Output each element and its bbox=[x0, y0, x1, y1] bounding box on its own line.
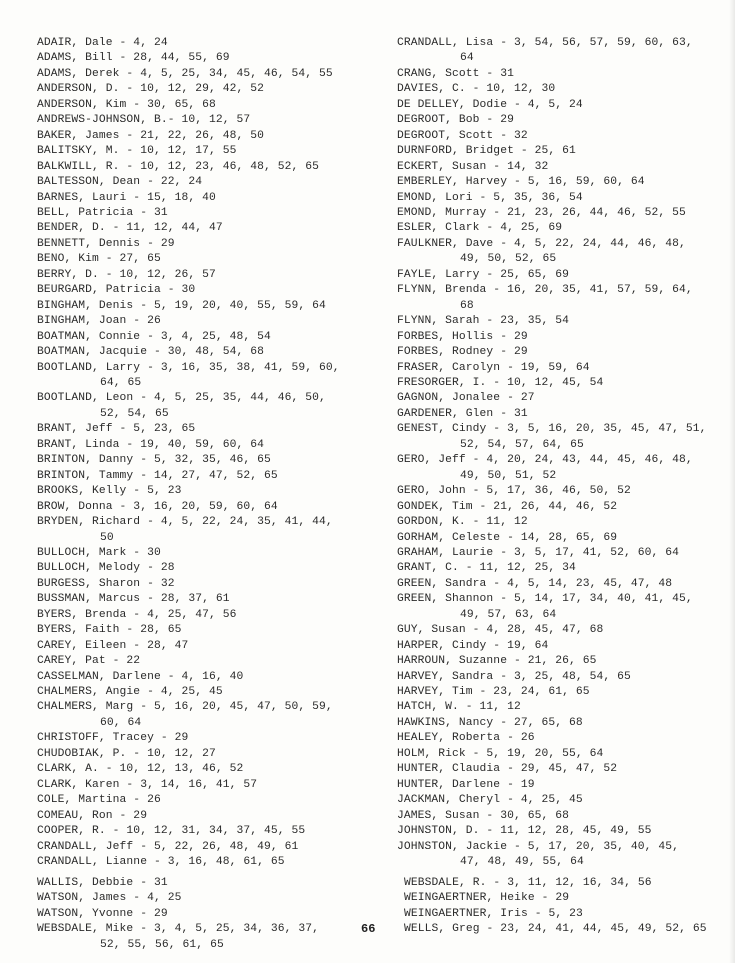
index-entry: BRINTON, Danny - 5, 32, 35, 46, 65 bbox=[37, 454, 271, 467]
index-entry: FORBES, Hollis - 29 bbox=[397, 330, 528, 343]
index-entry: JOHNSTON, D. - 11, 12, 28, 45, 49, 55 bbox=[397, 825, 652, 838]
index-entry: HUNTER, Darlene - 19 bbox=[397, 778, 535, 791]
index-entry: FRASER, Carolyn - 19, 59, 64 bbox=[397, 361, 590, 374]
index-entry: GREEN, Shannon - 5, 14, 17, 34, 40, 41, 45, 49, 57, 63, 64 bbox=[397, 593, 693, 621]
index-entry: WATSON, James - 4, 25 bbox=[37, 892, 182, 905]
index-entry: BALKWILL, R. - 10, 12, 23, 46, 48, 52, 65 bbox=[37, 160, 320, 173]
index-entry: BULLOCH, Mark - 30 bbox=[37, 546, 161, 559]
index-entry: GAGNON, Jonalee - 27 bbox=[397, 392, 535, 405]
index-entry: BINGHAM, Denis - 5, 19, 20, 40, 55, 59, 64 bbox=[37, 299, 326, 312]
index-entry: BAKER, James - 21, 22, 26, 48, 50 bbox=[37, 129, 265, 142]
index-entry: GRANT, C. - 11, 12, 25, 34 bbox=[397, 562, 576, 575]
index-entry: DURNFORD, Bridget - 25, 61 bbox=[397, 145, 576, 158]
index-entry: CHALMERS, Marg - 5, 16, 20, 45, 47, 50, 59, 60, 64 bbox=[37, 701, 333, 729]
index-entry: HEALEY, Roberta - 26 bbox=[397, 732, 535, 745]
index-entry: JACKMAN, Cheryl - 4, 25, 45 bbox=[397, 794, 583, 807]
index-entry: BROOKS, Kelly - 5, 23 bbox=[37, 485, 182, 498]
index-entry: HARVEY, Sandra - 3, 25, 48, 54, 65 bbox=[397, 670, 631, 683]
index-entry: GERO, John - 5, 17, 36, 46, 50, 52 bbox=[397, 485, 631, 498]
index-entry: BOATMAN, Connie - 3, 4, 25, 48, 54 bbox=[37, 330, 271, 343]
index-entry: HOLM, Rick - 5, 19, 20, 55, 64 bbox=[397, 747, 604, 760]
index-entry: BALTESSON, Dean - 22, 24 bbox=[37, 176, 203, 189]
index-entry: BOOTLAND, Larry - 3, 16, 35, 38, 41, 59, 60, 64, 65 bbox=[37, 361, 340, 389]
index-entry: CHALMERS, Angie - 4, 25, 45 bbox=[37, 686, 223, 699]
page-number: 66 bbox=[361, 922, 376, 936]
left-index-column bbox=[37, 36, 382, 870]
index-entry: FAULKNER, Dave - 4, 5, 22, 24, 44, 46, 48, 49, 50, 52, 65 bbox=[397, 237, 686, 266]
index-entry: WEBSDALE, R. - 3, 11, 12, 16, 34, 56 bbox=[404, 877, 652, 889]
index-entry: WELLS, Greg - 23, 24, 41, 44, 45, 49, 52, 65 bbox=[404, 923, 707, 936]
index-entry: BEURGARD, Patricia - 30 bbox=[37, 284, 196, 297]
index-entry: CAREY, Eileen - 28, 47 bbox=[37, 639, 189, 652]
index-entry: ADAMS, Bill - 28, 44, 55, 69 bbox=[37, 52, 230, 65]
index-entry: DE DELLEY, Dodie - 4, 5, 24 bbox=[397, 98, 583, 111]
index-entry: ADAIR, Dale - 4, 24 bbox=[37, 37, 168, 49]
index-entry: DEGROOT, Scott - 32 bbox=[397, 129, 528, 142]
index-entry: BARNES, Lauri - 15, 18, 40 bbox=[37, 191, 216, 204]
right-index-column bbox=[397, 36, 735, 870]
index-entry: BOATMAN, Jacquie - 30, 48, 54, 68 bbox=[37, 346, 265, 359]
index-entry: COMEAU, Ron - 29 bbox=[37, 809, 148, 822]
index-entry: BOOTLAND, Leon - 4, 5, 25, 35, 44, 46, 50, 52, 54, 65 bbox=[37, 392, 326, 420]
index-entry: EMBERLEY, Harvey - 5, 16, 59, 60, 64 bbox=[397, 176, 645, 189]
index-entry: FLYNN, Brenda - 16, 20, 35, 41, 57, 59, 64, 68 bbox=[397, 284, 693, 312]
index-entry: BUSSMAN, Marcus - 28, 37, 61 bbox=[37, 593, 230, 606]
index-entry: COLE, Martina - 26 bbox=[37, 794, 161, 807]
index-entry: FORBES, Rodney - 29 bbox=[397, 346, 528, 359]
index-entry: COOPER, R. - 10, 12, 31, 34, 37, 45, 55 bbox=[37, 825, 306, 838]
index-entry: CAREY, Pat - 22 bbox=[37, 655, 141, 668]
index-entry: WATSON, Yvonne - 29 bbox=[37, 907, 168, 920]
index-entry: BELL, Patricia - 31 bbox=[37, 206, 168, 219]
index-entry: WEBSDALE, Mike - 3, 4, 5, 25, 34, 36, 37, 52, 55, 56, 61, 65 bbox=[37, 923, 320, 951]
index-entry: GARDENER, Glen - 31 bbox=[397, 407, 528, 420]
index-entry: HATCH, W. - 11, 12 bbox=[397, 701, 521, 714]
index-entry: CRANG, Scott - 31 bbox=[397, 67, 514, 80]
index-entry: HARPER, Cindy - 19, 64 bbox=[397, 639, 549, 652]
index-entry: BENO, Kim - 27, 65 bbox=[37, 253, 161, 266]
index-entry: JOHNSTON, Jackie - 5, 17, 20, 35, 40, 45, 47, 48, 49, 55, 64 bbox=[397, 840, 680, 869]
index-entry: EMOND, Murray - 21, 23, 26, 44, 46, 52, 55 bbox=[397, 206, 686, 219]
index-entry: WALLIS, Debbie - 31 bbox=[37, 877, 168, 889]
index-entry: BYERS, Faith - 28, 65 bbox=[37, 624, 182, 637]
page-edge-shadow bbox=[729, 0, 735, 963]
index-entry: BULLOCH, Melody - 28 bbox=[37, 562, 175, 575]
index-entry: CRANDALL, Jeff - 5, 22, 26, 48, 49, 61 bbox=[37, 840, 299, 853]
index-entry: BERRY, D. - 10, 12, 26, 57 bbox=[37, 268, 216, 281]
index-entry: CASSELMAN, Darlene - 4, 16, 40 bbox=[37, 670, 244, 683]
index-entry: GONDEK, Tim - 21, 26, 44, 46, 52 bbox=[397, 500, 618, 513]
index-entry: BENDER, D. - 11, 12, 44, 47 bbox=[37, 222, 223, 235]
index-entry: HARROUN, Suzanne - 21, 26, 65 bbox=[397, 655, 597, 668]
index-entry: CHRISTOFF, Tracey - 29 bbox=[37, 732, 189, 745]
index-entry: CLARK, Karen - 3, 14, 16, 41, 57 bbox=[37, 778, 258, 791]
index-entry: HAWKINS, Nancy - 27, 65, 68 bbox=[397, 716, 583, 729]
index-entry: FAYLE, Larry - 25, 65, 69 bbox=[397, 268, 569, 281]
index-entry: ANDERSON, Kim - 30, 65, 68 bbox=[37, 98, 216, 111]
index-entry: ESLER, Clark - 4, 25, 69 bbox=[397, 222, 563, 235]
index-entry: BURGESS, Sharon - 32 bbox=[37, 577, 175, 590]
index-entry: CRANDALL, Lianne - 3, 16, 48, 61, 65 bbox=[37, 856, 285, 869]
index-entry: BYERS, Brenda - 4, 25, 47, 56 bbox=[37, 608, 237, 621]
index-entry: GREEN, Sandra - 4, 5, 14, 23, 45, 47, 48 bbox=[397, 577, 673, 590]
index-entry: ANDERSON, D. - 10, 12, 29, 42, 52 bbox=[37, 83, 265, 96]
index-entry: BENNETT, Dennis - 29 bbox=[37, 237, 175, 250]
index-entry: BROW, Donna - 3, 16, 20, 59, 60, 64 bbox=[37, 500, 278, 513]
index-entry: FLYNN, Sarah - 23, 35, 54 bbox=[397, 315, 569, 328]
index-entry: BRANT, Jeff - 5, 23, 65 bbox=[37, 423, 196, 436]
index-entry: BRANT, Linda - 19, 40, 59, 60, 64 bbox=[37, 438, 265, 451]
index-entry: BINGHAM, Joan - 26 bbox=[37, 315, 161, 328]
index-entry: GERO, Jeff - 4, 20, 24, 43, 44, 45, 46, 48, 49, 50, 51, 52 bbox=[397, 454, 693, 482]
index-entry: ADAMS, Derek - 4, 5, 25, 34, 45, 46, 54, 55 bbox=[37, 67, 333, 80]
index-entry: BALITSKY, M. - 10, 12, 17, 55 bbox=[37, 145, 237, 158]
index-entry: BRYDEN, Richard - 4, 5, 22, 24, 35, 41, 44, 50 bbox=[37, 516, 333, 544]
index-entry: EMOND, Lori - 5, 35, 36, 54 bbox=[397, 191, 583, 204]
index-entry: CHUDOBIAK, P. - 10, 12, 27 bbox=[37, 747, 216, 760]
index-entry: GENEST, Cindy - 3, 5, 16, 20, 35, 45, 47, 51, 52, 54, 57, 64, 65 bbox=[397, 423, 707, 451]
index-entry: BRINTON, Tammy - 14, 27, 47, 52, 65 bbox=[37, 469, 278, 482]
index-entry: HARVEY, Tim - 23, 24, 61, 65 bbox=[397, 686, 590, 699]
index-entry: CLARK, A. - 10, 12, 13, 46, 52 bbox=[37, 763, 244, 776]
index-entry: JAMES, Susan - 30, 65, 68 bbox=[397, 809, 569, 822]
index-entry: WEINGAERTNER, Iris - 5, 23 bbox=[404, 907, 583, 920]
index-entry: ECKERT, Susan - 14, 32 bbox=[397, 160, 549, 173]
index-entry: WEINGAERTNER, Heike - 29 bbox=[404, 892, 570, 905]
right-bottom-index-column bbox=[404, 876, 735, 938]
index-entry: DEGROOT, Bob - 29 bbox=[397, 114, 514, 127]
index-entry: GORDON, K. - 11, 12 bbox=[397, 516, 528, 529]
left-bottom-index-column bbox=[37, 876, 382, 953]
index-entry: GUY, Susan - 4, 28, 45, 47, 68 bbox=[397, 624, 604, 637]
index-entry: GORHAM, Celeste - 14, 28, 65, 69 bbox=[397, 531, 618, 544]
index-entry: HUNTER, Claudia - 29, 45, 47, 52 bbox=[397, 763, 618, 776]
index-entry: ANDREWS-JOHNSON, B.- 10, 12, 57 bbox=[37, 114, 251, 127]
index-entry: GRAHAM, Laurie - 3, 5, 17, 41, 52, 60, 64 bbox=[397, 546, 680, 559]
index-entry: FRESORGER, I. - 10, 12, 45, 54 bbox=[397, 376, 604, 389]
index-entry: DAVIES, C. - 10, 12, 30 bbox=[397, 83, 556, 96]
index-entry: CRANDALL, Lisa - 3, 54, 56, 57, 59, 60, 63, 64 bbox=[397, 37, 693, 65]
